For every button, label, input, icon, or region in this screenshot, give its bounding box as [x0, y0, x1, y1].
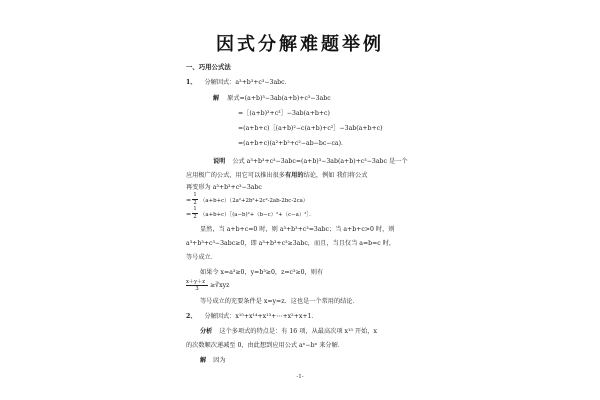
- problem-1: [186, 79, 291, 87]
- explanation-label: 说明: [213, 158, 226, 165]
- problem-2-number: 2、: [186, 313, 197, 320]
- solution-label: 解: [213, 95, 220, 102]
- explanation-line-8: 等号成立．: [186, 254, 217, 261]
- problem-1-number: 1、: [186, 79, 197, 86]
- explanation-line-11: 等号成立的充要条件是 x=y=z．这也是一个常用的结论．: [200, 298, 359, 305]
- explanation-line-6: 显然，当 a+b+c=0 时，则 a³+b³+c³=3abc；当 a+b+c>0 时，则: [200, 226, 395, 233]
- explanation-line-4: （a+b+c）（2a²+2b²+2c²-2ab-2bc-2ca）: [200, 198, 309, 204]
- explanation-line-5: （a+b+c）［(a−b)²+（b−c）²+（c−a）²］．: [200, 212, 315, 218]
- mean-fraction: [186, 279, 208, 292]
- explanation-line-1: [213, 158, 408, 166]
- mean-fraction-den: 3: [195, 286, 199, 292]
- explanation-line-2: [186, 172, 367, 180]
- explanation-text-1: 公式 a³+b³+c³−3abc=(a+b)³−3ab(a+b)+c³−3abc 是一个: [232, 158, 408, 165]
- explanation-line-3: 再变形为 a³+b³+c³−3abc: [186, 184, 262, 191]
- problem-2: [186, 313, 318, 321]
- solution-line-1: [213, 95, 331, 103]
- solution-line-2: =［(a+b)³+c³］−3ab(a+b+c): [238, 110, 330, 117]
- half-fraction-1-den: 2: [193, 199, 197, 206]
- solution-line-3: =(a+b+c)［(a+b)²−c(a+b)+c²］−3ab(a+b+c): [238, 125, 383, 132]
- analysis-line-1: [200, 328, 377, 336]
- solution-2-text: 因为: [213, 357, 226, 364]
- solution-line-4: =(a+b+c)(a²+b²+c²−ab−bc−ca)．: [238, 140, 348, 147]
- half-fraction-2: [192, 207, 198, 220]
- explanation-line-7: a³+b³+c³−3abc≥0，即 a³+b³+c³≥3abc，而且，当且仅当 a=b=c 时，: [186, 240, 396, 247]
- analysis-text-1: 这个多项式的特点是：有 16 项，从最高次项 x¹⁵ 开始，x: [219, 328, 377, 335]
- half-fraction-2-den: 2: [193, 213, 197, 220]
- explanation-text-2b: 结论，例如 我们将公式: [303, 172, 368, 179]
- solution-2-label: 解: [200, 357, 207, 364]
- problem-1-text: 分解因式：a³+b³+c³−3abc．: [204, 79, 291, 86]
- section-heading: 一、巧用公式法: [186, 63, 231, 71]
- explanation-emphasis: 有用的: [285, 172, 304, 179]
- explanation-eq-sign-4: =: [186, 197, 192, 204]
- document-title: 因式分解难题举例: [216, 34, 384, 55]
- explanation-eq-sign-5: =: [186, 211, 192, 218]
- cube-root-expression: ≥∛xyz: [210, 282, 230, 289]
- explanation-text-2a: 应用极广的公式，用它可以推出很多: [186, 172, 285, 179]
- page-number: -1-: [296, 374, 304, 380]
- half-fraction-1-num: 1: [193, 192, 197, 198]
- solution-2: [200, 357, 226, 365]
- half-fraction-1: [192, 193, 198, 206]
- solution-text-1: 原式=(a+b)³−3ab(a+b)+c³−3abc: [227, 95, 331, 102]
- analysis-label: 分析: [200, 328, 213, 335]
- analysis-line-2: 的次数顺次递减至 0，由此想到应用公式 aⁿ−bⁿ 来分解．: [186, 342, 344, 349]
- explanation-line-9: 如果令 x=a³≥0，y=b³≥0，z=c³≥0，则有: [200, 269, 324, 276]
- mean-fraction-num: x＋y＋z: [186, 279, 205, 285]
- problem-2-text: 分解因式：x¹⁵+x¹⁴+x¹³+⋯+x²+x+1．: [204, 313, 318, 320]
- half-fraction-2-num: 1: [193, 206, 197, 212]
